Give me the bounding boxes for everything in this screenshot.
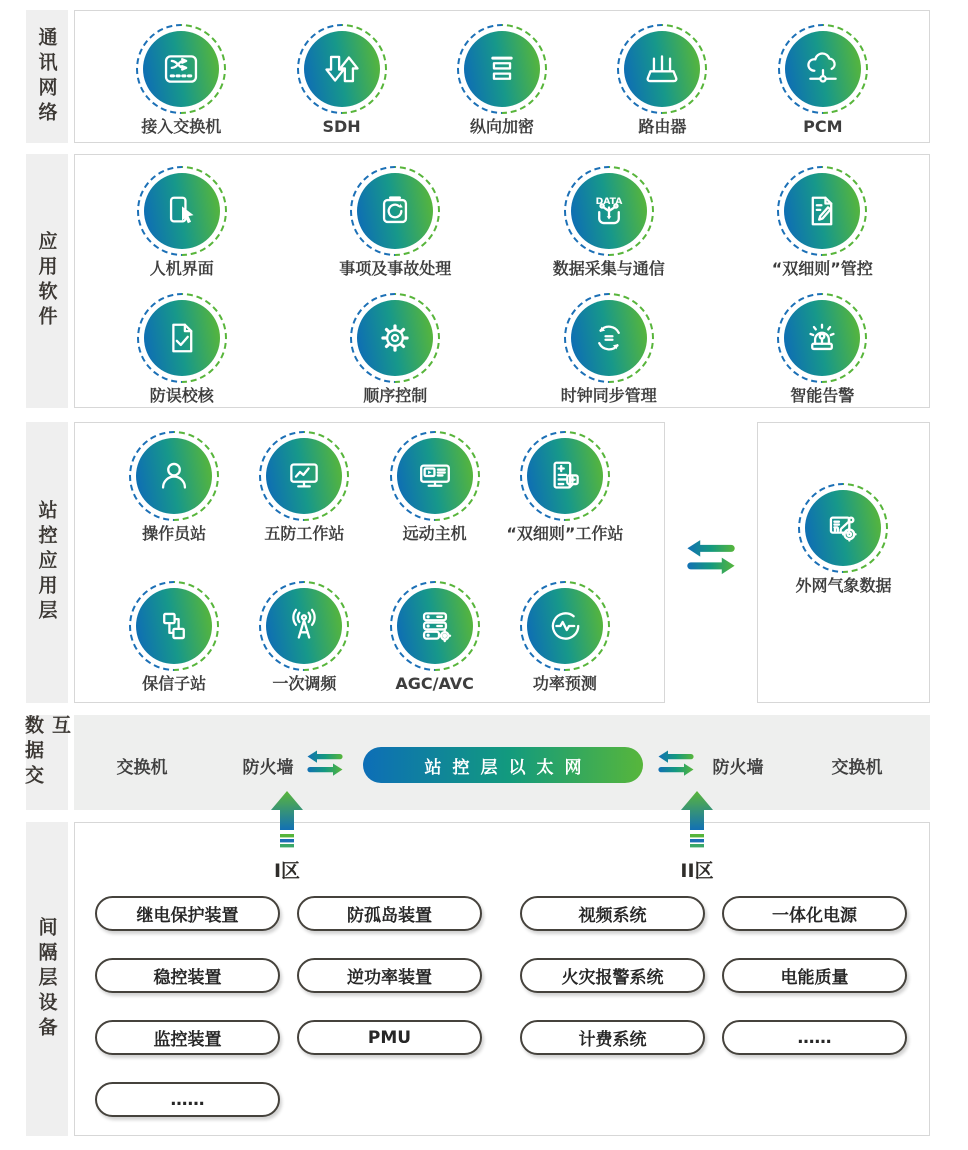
device-pill: 计费系统 bbox=[520, 1020, 705, 1055]
station-ethernet-pill: 站控层以太网 bbox=[363, 747, 643, 783]
monitor-chart-icon bbox=[281, 453, 327, 499]
station-item bbox=[239, 431, 369, 581]
icon-label: 操作员站 bbox=[142, 524, 207, 543]
comm-item bbox=[422, 24, 582, 142]
updown-arrows-icon bbox=[319, 46, 365, 92]
clock-sync-icon bbox=[586, 315, 632, 361]
icon-label: “双细则”工作站 bbox=[506, 524, 624, 543]
comm-item bbox=[261, 24, 421, 142]
station-item bbox=[239, 581, 369, 731]
layer-label-communication-network: 通讯网络 bbox=[26, 10, 68, 143]
zone1-label: I区 bbox=[273, 860, 301, 882]
app-item bbox=[289, 166, 503, 293]
icon-label: 保信子站 bbox=[142, 674, 207, 693]
firewall-label-right: 防火墙 bbox=[712, 758, 764, 778]
antenna-icon bbox=[281, 603, 327, 649]
icon-label: 事项及事故处理 bbox=[339, 259, 452, 278]
app-item bbox=[716, 166, 930, 293]
data-transfer-icon bbox=[653, 746, 699, 780]
icon-label: AGC/AVC bbox=[395, 674, 474, 693]
device-pill: …… bbox=[95, 1082, 280, 1117]
station-item bbox=[370, 581, 500, 731]
device-pill: 视频系统 bbox=[520, 896, 705, 931]
icon-label: 防误校核 bbox=[149, 386, 214, 405]
device-pill: 继电保护装置 bbox=[95, 896, 280, 931]
stacked-bars-icon bbox=[479, 46, 525, 92]
access-switch-icon bbox=[158, 46, 204, 92]
icon-label: 远动主机 bbox=[402, 524, 467, 543]
touch-screen-icon bbox=[159, 188, 205, 234]
icon-label: 人机界面 bbox=[149, 259, 214, 278]
zone1-up-arrow-icon bbox=[269, 790, 305, 852]
icon-label: “双细则”管控 bbox=[771, 259, 873, 278]
station-item bbox=[109, 431, 239, 581]
clipboard-refresh-icon bbox=[372, 188, 418, 234]
switch-label-left: 交换机 bbox=[116, 758, 168, 778]
icon-label: 一次调频 bbox=[272, 674, 337, 693]
application-software-box bbox=[74, 154, 930, 408]
device-pill: 稳控装置 bbox=[95, 958, 280, 993]
router-icon bbox=[639, 46, 685, 92]
layer-label-bay-level: 间隔层设备 bbox=[26, 822, 68, 1136]
zone2-label: II区 bbox=[680, 860, 714, 882]
zone1-devices bbox=[95, 896, 482, 1117]
icon-label: 顺序控制 bbox=[363, 386, 428, 405]
layer-label-station-control: 站控应用层 bbox=[26, 422, 68, 703]
zone2-up-arrow-icon bbox=[679, 790, 715, 852]
document-plus-icon bbox=[542, 453, 588, 499]
device-pill: 逆功率装置 bbox=[297, 958, 482, 993]
layer-label-application-software: 应用软件 bbox=[26, 154, 68, 408]
external-item bbox=[795, 483, 891, 595]
comm-item bbox=[743, 24, 903, 142]
app-item bbox=[289, 293, 503, 420]
icon-label: PCM bbox=[803, 117, 843, 136]
icon-label: 路由器 bbox=[638, 117, 687, 136]
data-transfer-icon bbox=[680, 534, 742, 580]
firewall-label-left: 防火墙 bbox=[242, 758, 294, 778]
communication-network-box bbox=[74, 10, 930, 143]
device-pill: 一体化电源 bbox=[722, 896, 907, 931]
device-pill: 火灾报警系统 bbox=[520, 958, 705, 993]
person-icon bbox=[151, 453, 197, 499]
app-item bbox=[716, 293, 930, 420]
alarm-beacon-icon bbox=[799, 315, 845, 361]
external-weather-box bbox=[757, 422, 930, 703]
app-item bbox=[75, 293, 289, 420]
station-item bbox=[109, 581, 239, 731]
power-wave-icon bbox=[542, 603, 588, 649]
app-item bbox=[502, 166, 716, 293]
icon-label: 外网气象数据 bbox=[795, 576, 892, 595]
document-check-icon bbox=[159, 315, 205, 361]
icon-label: 纵向加密 bbox=[469, 117, 534, 136]
station-item bbox=[370, 431, 500, 581]
device-pill: 防孤岛装置 bbox=[297, 896, 482, 931]
app-item bbox=[502, 293, 716, 420]
comm-item bbox=[101, 24, 261, 142]
cloud-network-icon bbox=[800, 46, 846, 92]
icon-label: 时钟同步管理 bbox=[560, 386, 657, 405]
icon-label: 功率预测 bbox=[532, 674, 597, 693]
device-pill: …… bbox=[722, 1020, 907, 1055]
document-edit-icon bbox=[799, 188, 845, 234]
station-item bbox=[500, 581, 630, 731]
station-control-box bbox=[74, 422, 665, 703]
device-pill: 监控装置 bbox=[95, 1020, 280, 1055]
layer-label-data-exchange: 数据交互 bbox=[26, 715, 68, 810]
svg-text:DATA: DATA bbox=[595, 196, 623, 208]
device-pill: PMU bbox=[297, 1020, 482, 1055]
monitor-video-icon bbox=[412, 453, 458, 499]
comm-item bbox=[582, 24, 742, 142]
icon-label: SDH bbox=[322, 117, 361, 136]
linked-screens-icon bbox=[151, 603, 197, 649]
data-usb-icon bbox=[586, 188, 632, 234]
icon-label: 智能告警 bbox=[790, 386, 855, 405]
data-transfer-icon bbox=[302, 746, 348, 780]
device-pill: 电能质量 bbox=[722, 958, 907, 993]
icon-label: 五防工作站 bbox=[264, 524, 345, 543]
server-gear-icon bbox=[412, 603, 458, 649]
icon-label: 接入交换机 bbox=[141, 117, 222, 136]
station-item bbox=[500, 431, 630, 581]
icon-label: 数据采集与通信 bbox=[552, 259, 665, 278]
weather-analytics-icon bbox=[820, 505, 866, 551]
zone2-devices bbox=[520, 896, 907, 1055]
app-item bbox=[75, 166, 289, 293]
switch-label-right: 交换机 bbox=[831, 758, 883, 778]
gear-icon bbox=[372, 315, 418, 361]
